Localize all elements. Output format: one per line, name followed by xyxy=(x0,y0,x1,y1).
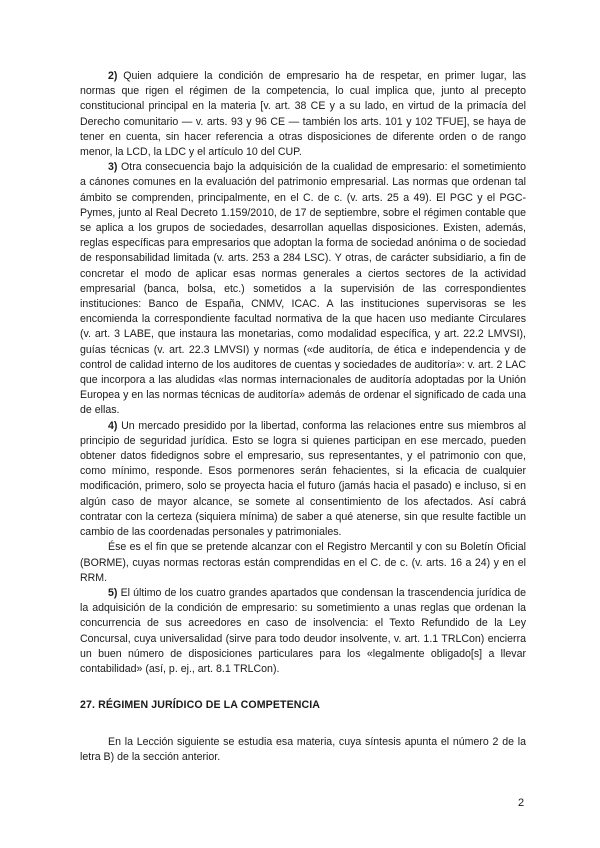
paragraph-number: 3) xyxy=(108,161,118,174)
section-paragraph: En la Lección siguiente se estudia esa materia, cuya síntesis apunta el número 2 de la letra B) de la sección anterior. xyxy=(80,736,526,764)
paragraph-text: Quien adquiere la condición de empresario ha de respetar, en primer lugar, las normas que rigen el régimen de la competencia, lo cual implica que, junto al precepto constitucional principal en la materia [v. art. 38 CE y a su lado, en virtud de la primacía del Derecho comunitario — v. arts. 93 y 96 CE — también los arts. 101 y 102 TFUE], se haya de tener en cuenta, sin hacer referencia a otras disposiciones de diferente orden o de rango menor, la LCD, la LDC y el artículo 10 del CUP. xyxy=(80,70,526,159)
page-number: 2 xyxy=(518,797,525,809)
paragraph-text: Otra consecuencia bajo la adquisición de la cualidad de empresario: el sometimiento a cánones comunes en la evaluación del patrimonio empresarial. Las normas que ordenan tal ámbito se comprenden, principalmente, en el C. de c. (v. arts. 25 a 49). El PGC y el PGC-Pymes, junto al Real Decreto 1.159/2010, de 17 de septiembre, sobre el régimen contable que se aplica a los grupos de sociedades, desarrollan aquellas disposiciones. Existen, además, reglas específicas para empresarios que adoptan la forma de sociedad anónima o de sociedad de responsabilidad limitada (v. arts. 253 a 284 LSC). Y otras, de carácter subsidiario, a fin de concretar el modo de aplicar esas normas generales a ciertos sectores de la actividad empresarial (banca, bolsa, etc.) sometidos a la supervisión de las correspondientes instituciones: Banco de España, CNMV, ICAC. A las instituciones supervisoras se les encomienda la correspondiente facultad normativa de la que hacen uso mediante Circulares (v. art. 3 LABE, que instaura las monetarias, como modalidad específica, y art. 22.2 LMVSI), guías técnicas (v. art. 22.3 LMVSI) y normas («de auditoría, de ética e independencia y de control de calidad interno de los auditores de cuentas y sociedades de auditoría»: v. art. 2 LAC que incorpora a las aludidas «las normas internacionales de auditoría adoptadas por la Unión Europea y en las normas técnicas de auditoría» además de ordenar el significado de cada una de ellas. xyxy=(80,161,526,417)
paragraph-number: 2) xyxy=(108,70,118,82)
paragraph-number: 5) xyxy=(108,586,118,599)
section-heading: 27. RÉGIMEN JURÍDICO DE LA COMPETENCIA xyxy=(80,699,321,712)
paragraph-text: Ése es el fin que se pretende alcanzar con el Registro Mercantil y con su Boletín Oficial (BORME), cuyas normas rectoras están comprendidas en el C. de c. (v. arts. 16 a 24) y en el RRM. xyxy=(80,541,526,584)
paragraph-number: 4) xyxy=(108,419,118,432)
paragraph-2 xyxy=(80,69,526,160)
document-body xyxy=(80,69,526,766)
paragraph-5 xyxy=(80,586,526,677)
paragraph-borme xyxy=(80,540,526,586)
paragraph-3 xyxy=(80,160,526,418)
paragraph-text: Un mercado presidido por la libertad, conforma las relaciones entre sus miembros al principio de seguridad jurídica. Esto se logra si quienes participan en ese mercado, pueden obtener datos fidedignos sobre el empresario, sus representantes, y el patrimonio con que, como mínimo, responde. Esos pormenores serán fehacientes, si la eficacia de cualquier modificación, primero, solo se proyecta hacia el futuro (jamás hacia el pasado) e incluso, si en algún caso de mayor alcance, se somete al consentimiento de los afectados. Así cabrá contratar con la certeza (siquiera mínima) de saber a qué atenerse, sin que resulte factible un cambio de las coordenadas personales y patrimoniales. xyxy=(80,419,526,539)
paragraph-4 xyxy=(80,419,526,541)
paragraph-text: El último de los cuatro grandes apartados que condensan la trascendencia jurídica de la adquisición de la condición de empresario: su sometimiento a unas reglas que ordenan la concurrencia de sus acreedores en caso de insolvencia: el Texto Refundido de la Ley Concursal, cuya universalidad (sirve para todo deudor insolvente, v. art. 1.1 TRLCon) encierra un buen número de disposiciones particulares para los «legalmente obligado[s] a llevar contabilidad» (así, p. ej., art. 8.1 TRLCon). xyxy=(80,586,526,675)
